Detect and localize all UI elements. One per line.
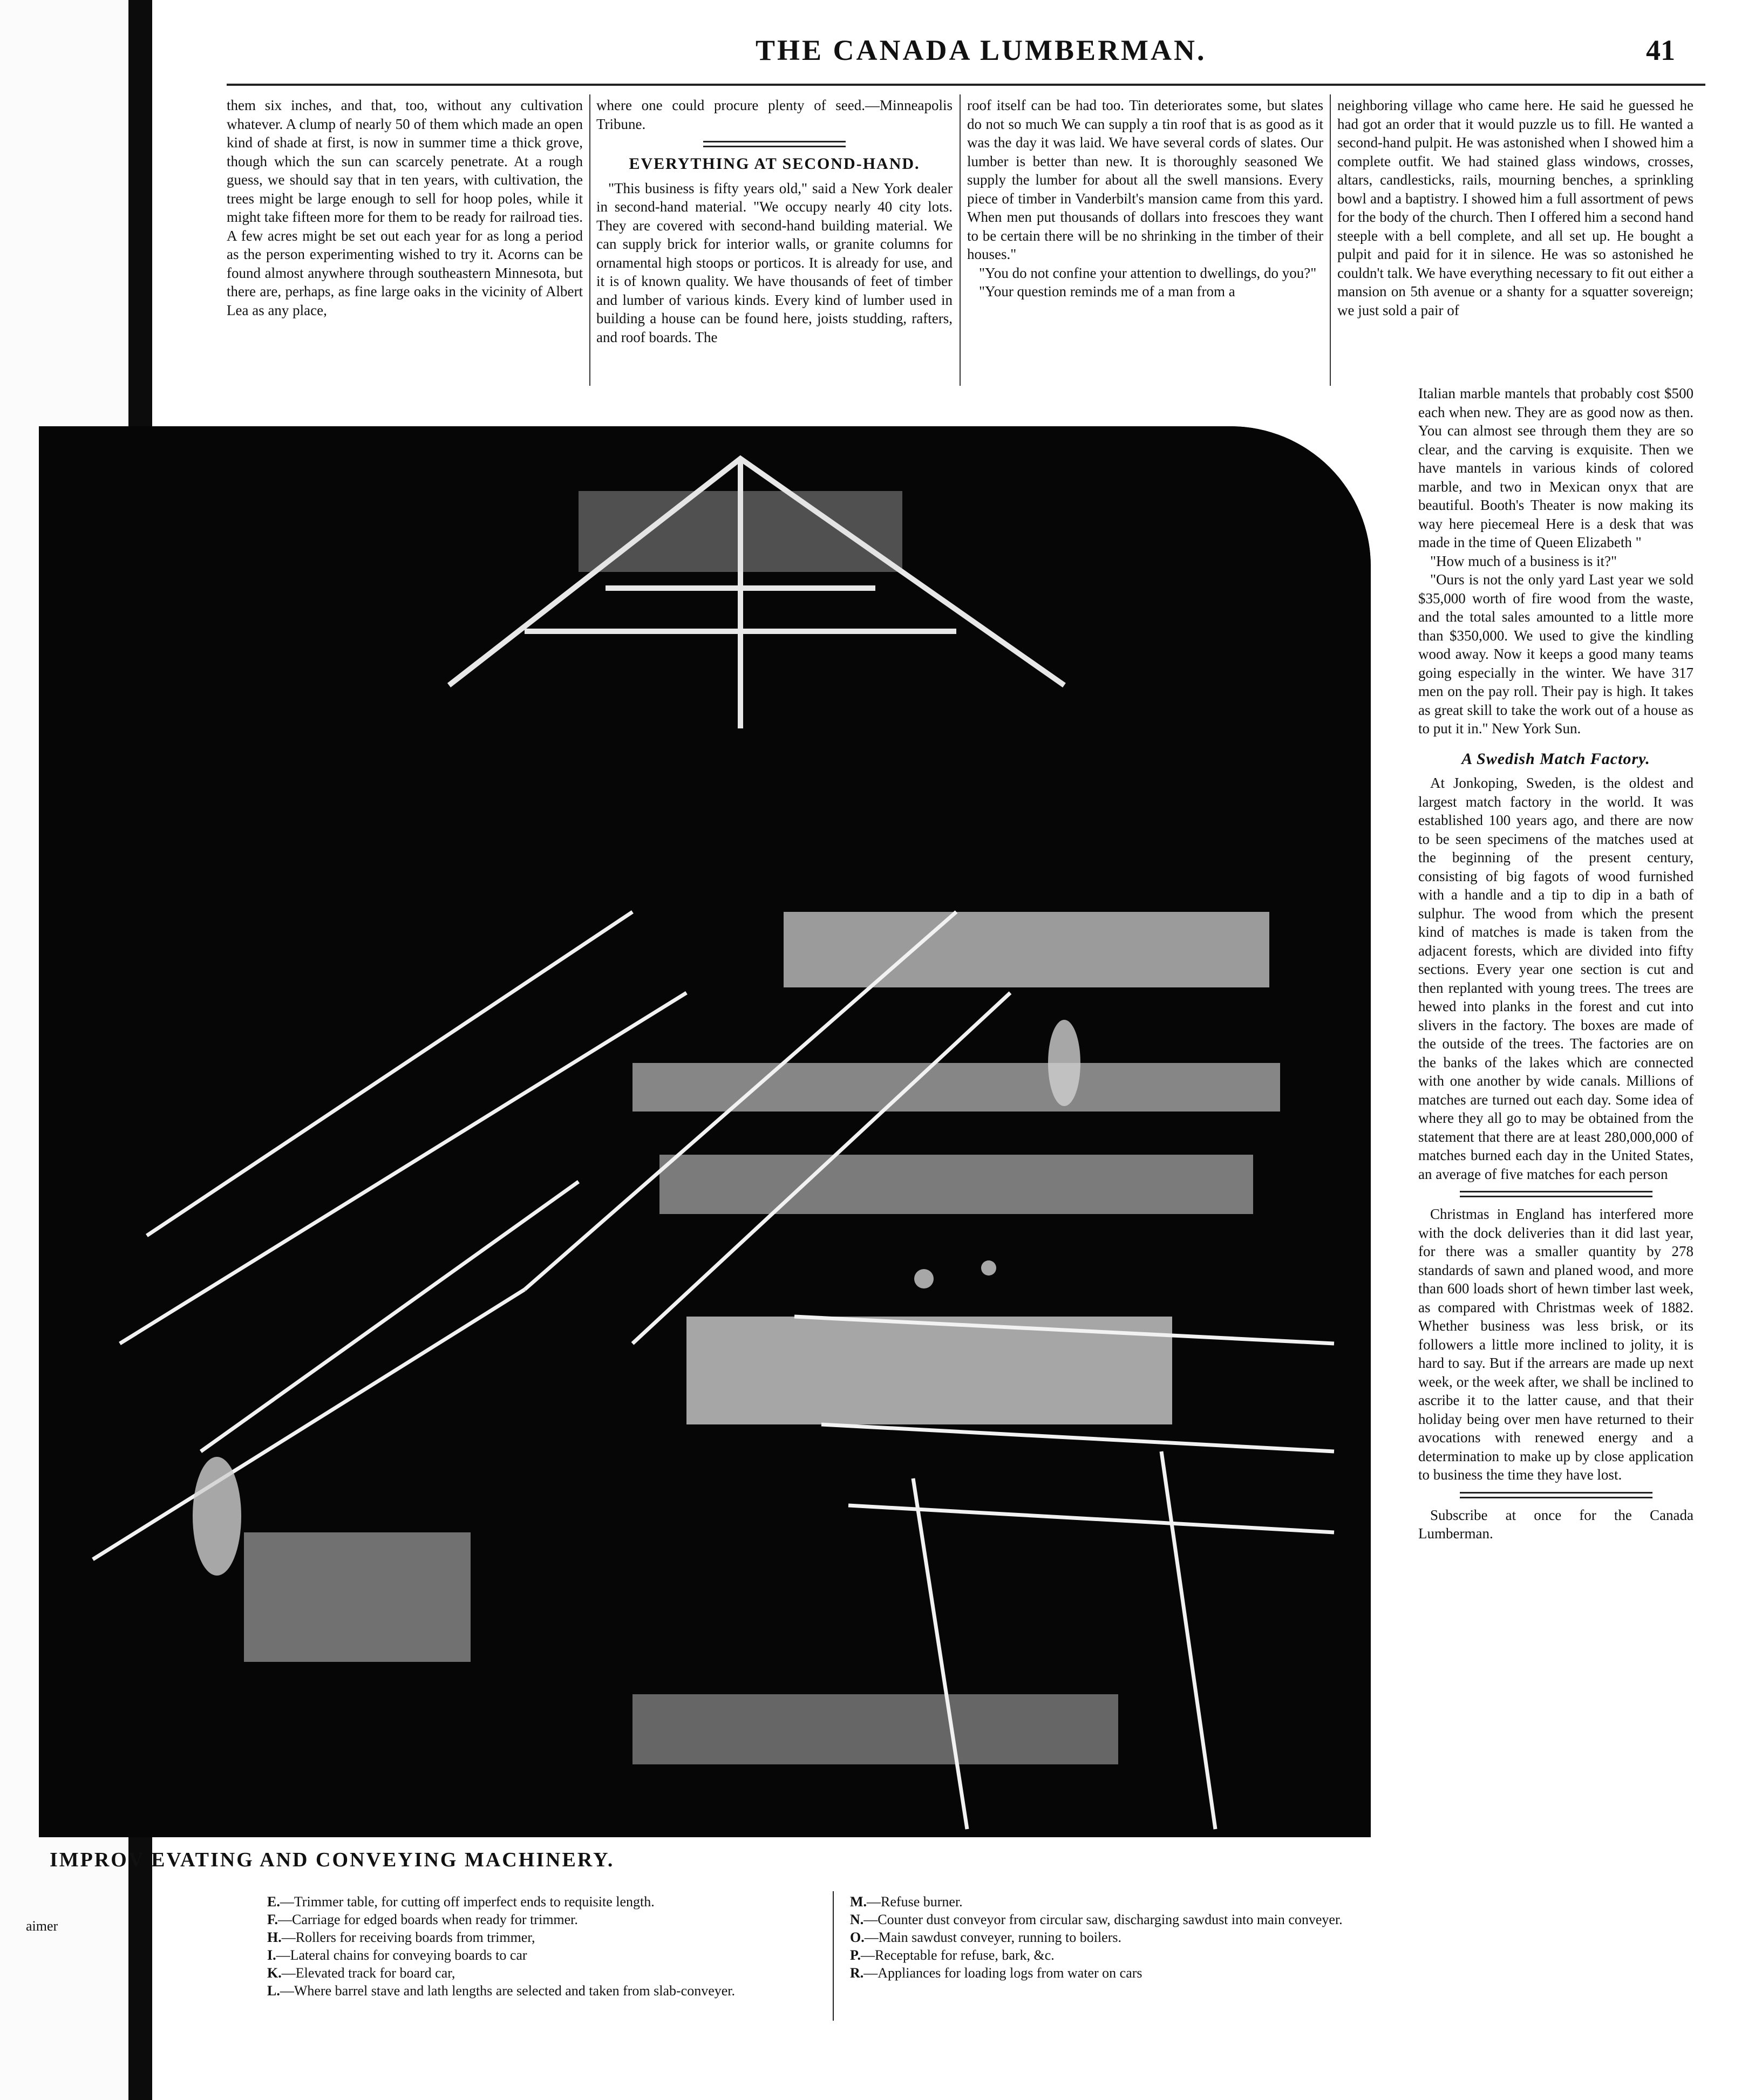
legend-item-r [850, 1964, 1390, 1982]
legend-key: E. [267, 1894, 280, 1910]
legend-key: L. [267, 1983, 280, 1999]
legend-key: R. [850, 1965, 864, 1981]
column-divider [1330, 94, 1331, 386]
legend-item-l [267, 1982, 823, 2000]
header-rule [227, 84, 1705, 86]
legend-key: H. [267, 1929, 282, 1945]
column-5 [1418, 384, 1693, 1543]
col3-paragraph: roof itself can be had too. Tin deteriorates some, but slates do not so much We can supply a tin roof that is as good as it was the day it was laid. We have several cords of slates. Our lumber is better than new. It is thoroughly seasoned We supply the lumber for about all the swell mansions. Every piece of timber in Vanderbilt's mansion came from this yard. When men put thousands of dollars into frescoes they want to be certain there will be no shrinking in the timber of their houses." [967, 97, 1323, 262]
col5-subscribe-notice: Subscribe at once for the Canada Lumberman. [1418, 1506, 1693, 1542]
legend-text: —Elevated track for board car, [281, 1965, 455, 1981]
legend-item-i [267, 1946, 823, 1964]
column-4 [1337, 96, 1693, 319]
legend-key: F. [267, 1912, 278, 1927]
legend-text: —Trimmer table, for cutting off imperfect ends to requisite length. [280, 1894, 655, 1910]
legend-item-o [850, 1928, 1390, 1946]
legend-text: —Counter dust conveyor from circular saw, discharging sawdust into main conveyer. [863, 1912, 1343, 1927]
col5-paragraph-christmas: Christmas in England has interfered more with the dock deliveries than it did last year, for there was a smaller quantity by 278 standards of sawn and planed wood, and more than 600 loads short of hewn timber last week, as compared with Christmas week of 1882. Whether business was less brisk, or its followers a little more inclined to jolity, it is hard to say. But if the arrears are made up next week, or the week after, we shall be inclined to ascribe it to the latter cause, and that their holiday being over men have returned to their avocations with renewed energy and a determination to make up by close application to business the time they have lost. [1418, 1206, 1693, 1483]
legend-text: —Appliances for loading logs from water on cars [863, 1965, 1142, 1981]
legend-key: M. [850, 1894, 867, 1910]
section-divider [703, 141, 846, 147]
legend-text: —Receptable for refuse, bark, &c. [861, 1947, 1055, 1963]
legend-item-p [850, 1946, 1390, 1964]
engraving-illustration [39, 426, 1371, 1837]
column-2 [596, 96, 953, 346]
column-divider [960, 94, 961, 386]
caption-fragment: aimer [26, 1918, 58, 1934]
col5-paragraph-match-factory: At Jonkoping, Sweden, is the oldest and largest match factory in the world. It was established 100 years ago, and there are now to be seen specimens of the matches used at the beginning of the present century, consisting of big fagots of wood furnished with a handle and a tip to dip in a bath of sulphur. The wood from which the present kind of matches is made is taken from the adjacent forests, which are divided into fifty sections. Every year one section is cut and then replanted with young trees. The trees are hewed into planks in the forest and cut into slivers in the factory. The boxes are made of the outside of the trees. The factories are on the banks of the lakes which are connected with one another by wide canals. Millions of matches are turned out each day. Some idea of where they all go to may be obtained from the statement that there are at least 280,000,000 of matches burned each day in the United States, an average of five matches for each person [1418, 775, 1693, 1182]
col4-paragraph: neighboring village who came here. He said he guessed he had got an order that it would puzzle us to fill. He wanted a second-hand pulpit. He was astonished when I showed him a complete outfit. We had stained glass windows, crosses, altars, candlesticks, rails, mourning benches, a sprinkling bowl and a baptistry. I showed him a full assortment of pews for the body of the church. Then I offered him a second hand steeple with a bell complete, and all set up. He bought a pulpit and paid for it in silence. He was so astonished he couldn't talk. We have everything necessary to fit out either a mansion on 5th avenue or a shanty for a squatter sovereign; we just sold a pair of [1337, 97, 1693, 318]
legend-item-n [850, 1911, 1390, 1928]
legend-key: P. [850, 1947, 861, 1963]
engraving-caption-title: IMPROV EVATING AND CONVEYING MACHINERY. [50, 1849, 615, 1871]
legend-key: N. [850, 1912, 864, 1927]
legend-item-f [267, 1911, 823, 1928]
legend-text: —Main sawdust conveyer, running to boilers. [864, 1929, 1121, 1945]
col3-question-2: "Your question reminds me of a man from a [979, 283, 1235, 299]
legend-text: —Lateral chains for conveying boards to car [276, 1947, 527, 1963]
section-divider [1460, 1492, 1652, 1498]
masthead: THE CANADA LUMBERMAN. [756, 34, 1207, 66]
legend-right [850, 1893, 1390, 1982]
col2-paragraph: "This business is fifty years old," said a New York dealer in second-hand material. "We occupy nearly 40 city lots. They are covered with second-hand building material. We can supply brick for interior walls, or granite columns for ornamental high stoops or porticos. It is already for use, and it is of known quality. We have thousands of feet of timber and lumber of various kinds. Every kind of lumber used in building a house can be found here, joists studding, rafters, and roof boards. The [596, 180, 953, 345]
page-number: 41 [1646, 34, 1675, 66]
legend-item-k [267, 1964, 823, 1982]
legend-key: O. [850, 1929, 865, 1945]
section-divider [1460, 1191, 1652, 1197]
legend-item-m [850, 1893, 1390, 1911]
col3-question-1: "You do not confine your attention to dwellings, do you?" [979, 264, 1317, 281]
legend-divider [833, 1891, 834, 2021]
article-heading-second-hand: EVERYTHING AT SECOND-HAND. [629, 155, 920, 173]
column-3 [967, 96, 1323, 301]
legend-text: —Carriage for edged boards when ready for trimmer. [278, 1912, 578, 1927]
col2-intro: where one could procure plenty of seed.—Minneapolis Tribune. [596, 97, 953, 132]
legend-key: I. [267, 1947, 276, 1963]
col5-paragraph-business: "Ours is not the only yard Last year we sold $35,000 worth of fire wood from the waste, and the total sales amounted to a little more than $350,000. We used to give the kindling wood away. Now it keeps a good many teams going especially in the winter. We have 317 men on the pay roll. Their pay is high. It takes as great skill to take the work out of a house as to put it in." New York Sun. [1418, 571, 1693, 737]
col1-paragraph: them six inches, and that, too, without any cultivation whatever. A clump of nearly 50 of them which made an open kind of shade at first, is now in summer time a thick grove, though which the sun can scarcely penetrate. At a rough guess, we should say that in ten years, with cultivation, the trees might be large enough to sell for hoop poles, while it might take fifteen more for them to be ready for railroad ties. A few acres might be set out each year for as long a period as the person experimenting wished to try it. Acorns can be found almost anywhere through southeastern Minnesota, but there are, perhaps, as fine large oaks in the vicinity of Albert Lea as any place, [227, 97, 583, 318]
legend-text: —Where barrel stave and lath lengths are selected and taken from slab-conveyer. [280, 1983, 736, 1999]
legend-item-h [267, 1928, 823, 1946]
machinery-engraving [39, 426, 1371, 1837]
legend-key: K. [267, 1965, 282, 1981]
legend-item-e [267, 1893, 823, 1911]
column-1 [227, 96, 583, 319]
legend-left [267, 1893, 823, 2000]
legend-text: —Refuse burner. [867, 1894, 963, 1910]
col5-paragraph-mantels: Italian marble mantels that probably cost $500 each when new. They are as good now as then. You can almost see through them they are so clear, and the carving is exquisite. Then we have mantels in various kinds of colored marble, and two in Mexican onyx that are beautiful. Booth's Theater is now making its way here piecemeal Here is a desk that was made in the time of Queen Elizabeth " [1418, 385, 1693, 550]
article-heading-match-factory: A Swedish Match Factory. [1461, 749, 1650, 768]
column-divider [589, 94, 590, 386]
col5-question: "How much of a business is it?" [1430, 553, 1617, 569]
legend-text: —Rollers for receiving boards from trimmer, [281, 1929, 535, 1945]
